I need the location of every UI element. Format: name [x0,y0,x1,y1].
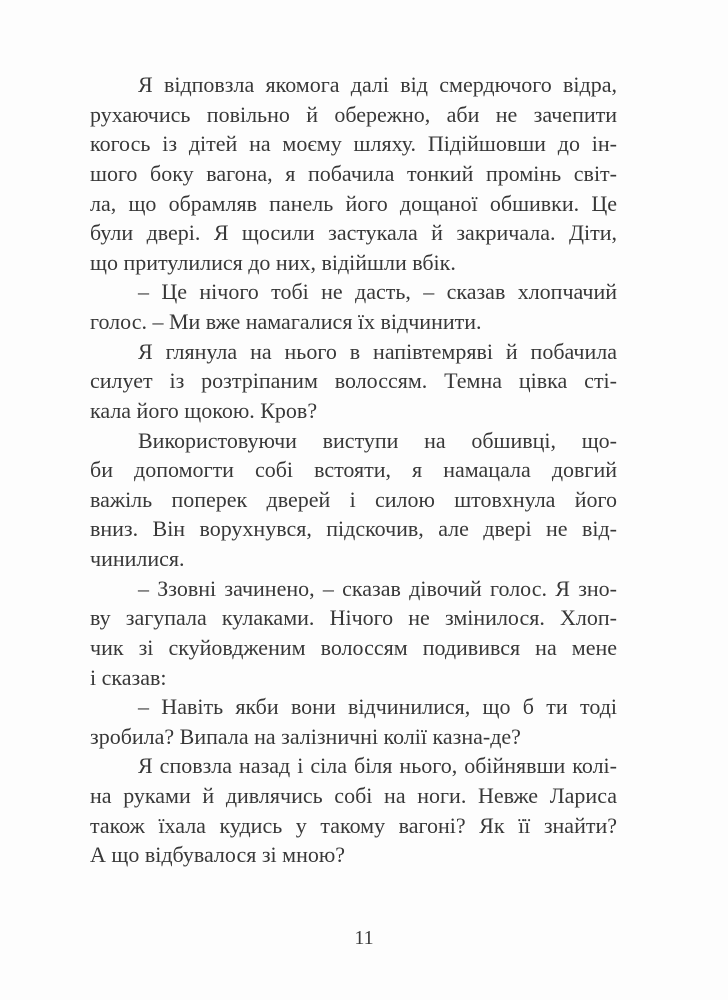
text-line: на руками й дивлячись собі на ноги. Невже Лариса [90,783,617,808]
text-line: шого боку вагона, я побачила тонкий промінь світ- [90,160,617,186]
text-line: вниз. Він ворухнувся, підскочив, але двері не від- [90,516,617,542]
text-line: – Це нічого тобі не дасть, – сказав хлопчачий [138,279,617,305]
text-line: рухаючись повільно й обережно, аби не зачепити [90,101,617,127]
page-number: 11 [354,927,374,949]
paragraph [90,70,617,277]
text-line: би допомогти собі встояти, я намацала довгий [90,457,617,483]
text-line: А що відбувалося зі мною? [90,842,346,868]
text-line: – Навіть якби вони відчинилися, що б ти тоді [138,694,617,720]
text-line: чинилися. [90,546,185,571]
paragraph [90,277,617,336]
text-line: когось із дітей на моєму шляху. Підійшовши до ін- [90,131,617,157]
text-line: Я відповзла якомога далі від смердючого відра, [138,72,617,97]
text-line: силует із розтріпаним волоссям. Темна цівка сті- [90,368,617,394]
text-line: були двері. Я щосили застукала й закричала. Діти, [90,220,617,246]
text-line: кала його щокою. Кров? [90,397,318,423]
text-line: чик зі скуйовдженим волоссям подивився на мене [90,634,617,660]
paragraph [90,692,617,751]
text-line: зробила? Випала на залізничні колії казна-де? [90,723,521,749]
text-line: – Ззовні зачинено, – сказав дівочий голос. Я зно- [138,575,617,601]
text-line: і сказав: [90,664,167,690]
paragraph [90,751,617,870]
text-line: ву загупала кулаками. Нічого не змінилося. Хлоп- [90,605,617,631]
paragraph [90,574,617,693]
paragraph [90,337,617,426]
text-line: також їхала кудись у такому вагоні? Як її знайти? [90,812,617,838]
text-line: Я глянула на нього в напівтемряві й побачила [138,338,617,364]
page-text [90,70,617,870]
text-line: Використовуючи виступи на обшивці, що- [138,427,617,453]
text-line: ла, що обрамляв панель його дощаної обшивки. Це [90,190,617,216]
text-line: голос. – Ми вже намагалися їх відчинити. [90,309,482,334]
text-line: що притулилися до них, відійшли вбік. [90,249,456,275]
paragraph [90,426,617,574]
text-line: важіль поперек дверей і силою штовхнула його [90,486,617,512]
text-line: Я сповзла назад і сіла біля нього, обійнявши колі- [138,753,617,779]
